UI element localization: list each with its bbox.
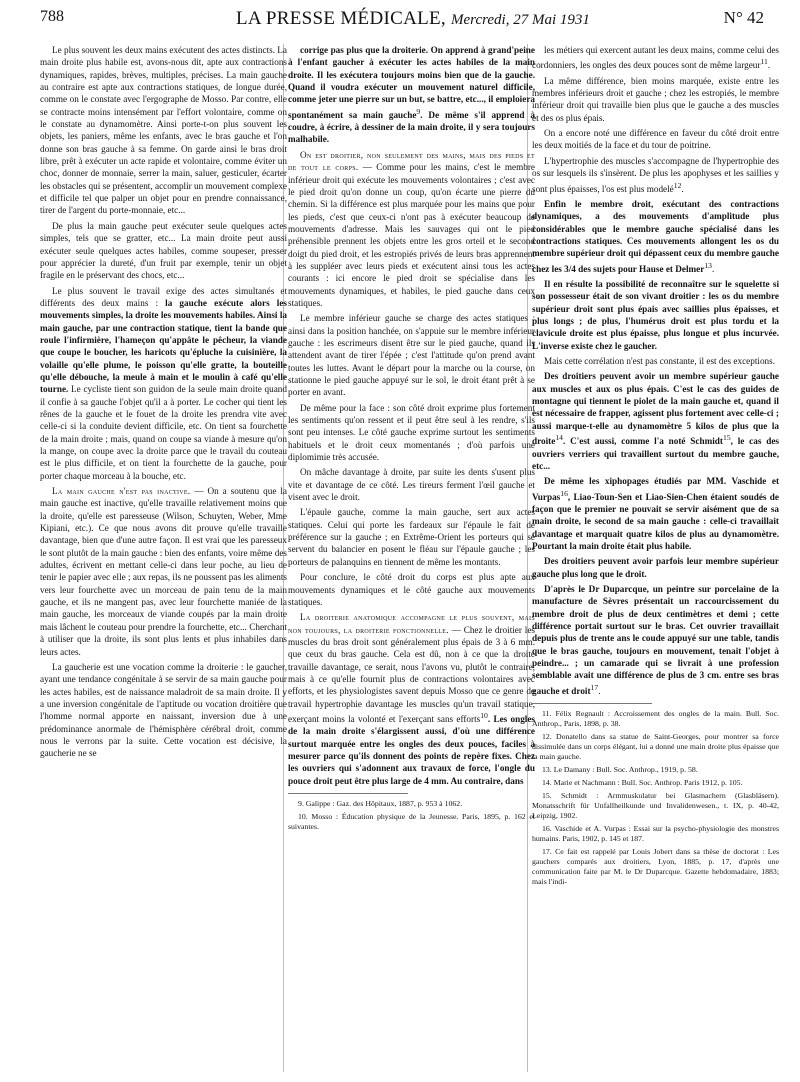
footnote: 13. Le Damany : Bull. Soc. Anthrop., 1919, p. 58. — [542, 765, 698, 775]
paragraph — [532, 198, 779, 275]
paragraph: Le plus souvent les deux mains exécutent des actes distincts. La main droite plus habile est, avons-nous dit, apte aux contractions dynamiques, rapides, brèves, multiples, précises. La main gauche au contraire est apte aux contractions statiques, de longue durée, comme on le constate avec l'ergographe de Mosso. Par contre, elle se contracte moins intensément par l'effort volontaire, comme on le constate au dynamomètre. Ainsi porte-t-on plus souvent les objets, les paniers, même les enfants, avec le bras gauche et l'on donne son bras gauche à sa femme. On garde ainsi le bras droit libre, prêt à exécuter un acte rapide et volontaire, comme éviter un choc, donner de monnaie, serrer la main, saluer, gesticuler, écarter les obstacles qui se présentent, accomplir un mouvement complexe et difficile tel que palper un objet pour en prendre connaissance, tirer de l'argent du porte-monnaie, etc... — [40, 45, 287, 216]
text-run: — Chez le droitier les muscles du bras droit sont généralement plus épais de 3 à 6 mm. que ceux du bras gauche. Cela est dû, non à ce que la droite travaille davantage, ce serait, nous l'avons vu, plutôt le contraire, mais à ce qu'elle fournit plus de contractions volontaires avec efforts, et les physiologistes savent depuis Mosso que ce genre de travail hypertrophie davantage les muscles qu'un travail statique, exerçant moins la volonté et l'exerçant sans efforts — [288, 624, 535, 724]
journal-title — [236, 8, 590, 30]
paragraph — [532, 370, 779, 472]
footnote: 9. Galippe : Gaz. des Hôpitaux, 1887, p. 953 à 1062. — [298, 799, 463, 809]
page-number: 788 — [40, 8, 64, 25]
footnote: 16. Vaschide et A. Vurpas : Essai sur la psycho-physiologie des monstres humains. Paris, 1902, p. 145 et 187. — [532, 824, 779, 844]
paragraph: La même différence, bien moins marquée, existe entre les membres inférieurs droit et gauche ; chez les estropiés, le membre inférieur droit qui travaille bien plus que le gauche a des muscles et des os plus épais. — [532, 75, 779, 123]
section-heading: La droiterie anatomique accompagne le plus souvent, mais non toujours, la droiterie fonctionnelle. — [288, 612, 535, 635]
footnote-ref: 14 — [555, 433, 563, 443]
paragraph: Mais cette corrélation n'est pas constante, il est des exceptions. — [544, 356, 776, 367]
section-heading: La main gauche n'est pas inactive. — [52, 486, 191, 497]
text-run: Le plus souvent le travail exige des actes simultanés et différents des deux mains : — [40, 285, 287, 308]
paragraph — [532, 475, 779, 552]
paragraph — [288, 44, 535, 146]
footnote-ref: 15 — [722, 433, 731, 443]
paragraph — [40, 285, 287, 483]
paragraph: L'épaule gauche, comme la main gauche, sert aux actes statiques. Celui qui porte les fardeaux sur l'épaule le fait de préférence sur la gauche ; en Extrême-Orient les porteurs qui se servent du balancier en posent le fléau sur l'épaule gauche ; les porteurs de palanquins en tiennent de même les montants. — [288, 507, 535, 567]
text-run: . — [598, 685, 601, 696]
paragraph — [532, 278, 779, 352]
paragraph — [532, 555, 779, 580]
footnote-ref: 16 — [560, 488, 568, 498]
paragraph — [40, 485, 287, 658]
issue-date: Mercredi, 27 Mai 1931 — [451, 12, 590, 28]
paragraph: Le membre inférieur gauche se charge des actes statiques : ainsi dans la position hanchée, on s'appuie sur le membre inférieur gauche : les escrimeurs disent être sur le pied gauche, quand ils attendent avant de tirer l'épée ; c'est l'attitude qu'on prend avant toutes les luttes. Avant le départ pour la marche ou la course, on stationne le pied gauche appuyé sur le sol, le droit étant prêt à se porter en avant. — [288, 313, 535, 398]
bold-text: , Liao-Toun-Sen et Liao-Sien-Chen étaient soudés de façon que le premier ne pouvait se servir aisément que de sa main droite, le second de sa main gauche : celle-ci travaillait davantage et marquait quatre kilos de plus au dynamomètre. Pourtant la main droite était plus habile. — [532, 491, 779, 552]
bold-text: . De même s'il apprend à coudre, à écrire, à dessiner de la main droite, il y sera toujours malhabile. — [288, 109, 535, 145]
footnote: 15. Schmidt : Armmuskulatur bei Glasmachern (Glasbläsern). Monatsschrift für Unfallheilkunde und Invalidenwesen., t. IX, p. 40-42, Leipzig, 1902. — [532, 791, 779, 821]
paragraph — [532, 155, 779, 195]
bold-text: Des droitiers peuvent avoir parfois leur membre supérieur gauche plus long que le droit. — [532, 556, 779, 579]
paragraph: On a encore noté une différence en faveur du côté droit entre les deux moitiés de la face et du tour de poitrine. — [532, 128, 779, 151]
column-left — [40, 44, 287, 763]
bold-text: , le cas des ouvriers verriers qui travaillent surtout du membre gauche, etc... — [532, 436, 779, 471]
text-run: les métiers qui exercent autant les deux mains, comme celui des cordonniers, les ongles des deux pouces sont de même largeur — [532, 45, 779, 71]
bold-text: De même les xiphopages étudiés par MM. Vaschide et Vurpas — [532, 476, 779, 502]
footnote-ref: 13 — [704, 260, 712, 270]
paragraph: On mâche davantage à droite, par suite les dents s'usent plus vite et davantage de ce côté. Les tireurs ferment l'œil gauche et visent avec le droit. — [288, 467, 535, 503]
paragraph — [532, 583, 779, 697]
paragraph — [532, 44, 779, 72]
bold-text: Enfin le membre droit, exécutant des contractions dynamiques, a des mouvements d'amplitude plus considérables que le membre gauche spécialisé dans les contractions statiques. Ces mouvements allongent les os du membre supérieur droit qui dépassent ceux du membre gauche chez les 3/4 des sujets pour Hause et Delmer — [532, 198, 779, 274]
bold-text: . Les ongles de la main droite s'élargissent aussi, d'où une différence surtout marquée entre les ongles des deux pouces, faciles à mesurer parce qu'ils donnent des points de repère fixes. Chez les ouvriers qui s'adonnent aux travaux de force, l'ongle du pouce droit peut être plus large de 4 mm. Au contraire, dans — [288, 714, 535, 786]
footnote-ref: 17 — [590, 682, 599, 692]
footnote: 14. Marie et Nachmann : Bull. Soc. Anthrop. Paris 1912, p. 105. — [542, 778, 743, 788]
paragraph: La gaucherie est une vocation comme la droiterie : le gaucher, ayant une tendance congénitale à se servir de sa main gauche pour les actes habiles, est de naissance maladroit de sa main droite. Il y a une inversion congénitale de l'aptitude ou vocation droitière que l'homme normal apporte en naissant, inversion due à une prédominance anormale de l'hémisphère cérébral droit, comme nous le verrons par la suite. Cette vocation est décisive, la gaucherie ne se — [40, 661, 287, 759]
text-run: Le cycliste tient son guidon de la seule main droite quand il confie à sa gauche l'objet qu'il a à porter. Le cocher qui tient les rênes de la gauche et le fouet de la droite les prendra vite avec celle-ci si la conduite devient difficile, etc. On tient sa fourchette de la main droite ; mais, quand on coupe sa viande à mesure qu'on la mange, on coupe avec la droite parce que le travail du couteau est le plus difficile, et on tient la fourchette de la gauche, pour porter chaque morceau à la bouche, etc. — [40, 384, 287, 481]
bold-text: D'après le Dr Duparcque, un peintre sur porcelaine de la manufacture de Sèvres présentait un raccourcissement du membre droit de plus de deux centimètres et demi ; cette différence portait surtout sur le bras. Cet ouvrier travaillait depuis plus de trente ans le coude appuyé sur une table, tandis que le bras gauche, toujours en mouvement, tenait l'objet à peindre... ; un camarade qui se livrait à une profession semblable avait une différence de plus de 3 cm. entre ses bras gauche et droit — [532, 584, 779, 696]
section-heading: On est droitier, non seulement des mains, mais des pieds et de tout le corps. — [288, 149, 535, 173]
issue-number: N° 42 — [723, 8, 764, 27]
paragraph — [288, 611, 535, 787]
column-middle — [288, 44, 535, 835]
footnote: 11. Félix Regnault : Accroissement des ongles de la main. Bull. Soc. Anthrop., Paris, 1898, p. 38. — [532, 709, 779, 729]
footnote-ref: 10 — [480, 710, 488, 720]
text-run: L'hypertrophie des muscles s'accompagne de l'hypertrophie des os sur lesquels ils s'insèrent. De plus les apophyses et les saillies y sont plus épaisses, l'os est plus modelé — [532, 155, 779, 194]
paragraph — [288, 149, 535, 309]
text-run: . — [767, 60, 771, 71]
bold-text: corrige pas plus que la droiterie. On apprend à grand'peine à l'enfant gaucher à exécuter les actes habiles de la main droite. Il les exécutera toujours moins bien que de la gauche. Quand il voudra exécuter un mouvement naturel difficile, comme jeter une pierre sur un but, se battre, etc..., il emploiera spontanément sa main gauche — [288, 45, 535, 120]
column-right — [532, 44, 779, 890]
text-run: — On a soutenu que la main gauche est inactive, qu'elle travaille relativement moins que la droite, qu'elle est paresseuse (Wilson, Schuyten, Weber, Mme Kipiani, etc.). Ce que nous avons dit prouve qu'elle travaille davantage, bien que d'une autre façon. Il est vrai que les paresseux le sont plutôt de la main gauche : bien des enfants, voire même des adultes, écrivent en mettant celle-ci dans leur poche, au lieu de tenir le papier avec elle ; aux repas, ils ne poussent pas les aliments vers leur fourchette avec un morceau de pain tenu de la main gauche, et ils ne mangent pas, avec leur fourchette maniée de la main gauche, les morceaux de viande coupés par la main droite mais lâchent le couteau pour prendre la fourchette, etc... Cherchant à utiliser que la droite, ils sont plus lents et plus inhabiles dans leurs actes. — [40, 486, 287, 657]
page-header — [40, 8, 764, 30]
paragraph: De même pour la face : son côté droit exprime plus fortement les sentiments qu'on ressent et il peut être seul à les rendre, s'ils sont peu intenses. Le côté gauche exprime surtout les sentiments habituels et le droit ceux momentanés ; d'où parfois une diplomimie très accusée. — [288, 402, 535, 463]
text-run: . — [681, 183, 684, 194]
paragraph: Pour conclure, le côté droit du corps est plus apte aux mouvements dynamiques et le côté gauche aux mouvements statiques. — [288, 572, 535, 607]
publication-name: LA PRESSE MÉDICALE, — [236, 8, 446, 29]
footnote-ref: 9 — [416, 106, 421, 116]
footnote-ref: 11 — [760, 57, 768, 67]
footnote: 10. Mosso : Éducation physique de la Jeunesse. Paris, 1895, p. 162 et suivantes. — [288, 812, 535, 832]
text-run: — Comme pour les mains, c'est le membre inférieur droit qui exécute les mouvements volontaires ; c'est avec le pied droit qu'on donne un coup, qu'on écarte une pierre du chemin. Si la différence est plus marquée pour les mains que pour les pieds, c'est que ceux-ci n'ont pas à exécuter beaucoup de mouvements d'adresse. Mais les sauvages qui ont le pied préhensible prennent les objets entre les gros orteil et le second doigt du pied droit, et les estropiés privés de leurs bras apprennent à les suppléer avec leurs pieds et exécutent ainsi tous les actes courants : ici encore le pied droit se spécialise dans les mouvements dynamiques, et habiles, le pied gauche dans ceux statiques. — [288, 162, 535, 308]
footnote: 12. Donatello dans sa statue de Saint-Georges, pour montrer sa force dissimulée dans un corps élégant, lui a donné une main droite plus épaisse que la main gauche. — [532, 732, 779, 762]
text-run: . — [711, 263, 715, 274]
bold-text: Des droitiers peuvent avoir un membre supérieur gauche aux muscles et aux os plus épais. C'est le cas des guides de montagne qui tiennent le piolet de la main gauche et, quand il est nécessaire de frapper, agissent plus fortement avec celle-ci ; aussi marque-t-elle au dynamomètre 5 kilos de plus que la droite — [532, 371, 779, 447]
paragraph: De plus la main gauche peut exécuter seule quelques actes simples, tels que se gratter, etc... La main droite peut aussi exécuter seule quelques actes habiles, comme soupeser, presser pour apprécier la dureté, d'un fruit par exemple, tenir un objet fragile en le préservant des chocs, etc... — [40, 220, 287, 281]
footnote: 17. Ce fait est rappelé par Louis Jobert dans sa thèse de doctorat : Les gauchers comparés aux droitiers, Lyon, 1885, p. 17, d'après une communication faite par M. le Dr Duparcque. Gazette hebdomadaire, 1883; mais l'indi- — [532, 847, 779, 887]
bold-text: . C'est aussi, comme l'a noté Schmidt — [562, 436, 723, 447]
bold-text: Il en résulte la possibilité de reconnaître sur le squelette si son possesseur était de son vivant droitier : les os du membre supérieur droit sont plus épais avec saillies plus épaisses, et plus longs ; de plus, l'humérus droit est plus tordu et la clavicule droite est plus épaisse, plus longue et plus incurvée. L'inverse existe chez le gaucher. — [532, 279, 779, 351]
bold-text: la gauche exécute alors les mouvements simples, la droite les mouvements habiles. Ainsi la main gauche, par une contraction statique, tient la bande que roule l'infirmière, l'hameçon qu'appâte le pêcheur, la viande que coupe le boucher, les haricots qu'épluche la cuisinière, la volaille qu'elle plume, le poisson qu'elle gratte, la bouteille qu'elle débouche, la meule à main et le moulin à café qu'elle tourne. — [40, 297, 287, 395]
footnote-ref: 12 — [673, 180, 682, 190]
